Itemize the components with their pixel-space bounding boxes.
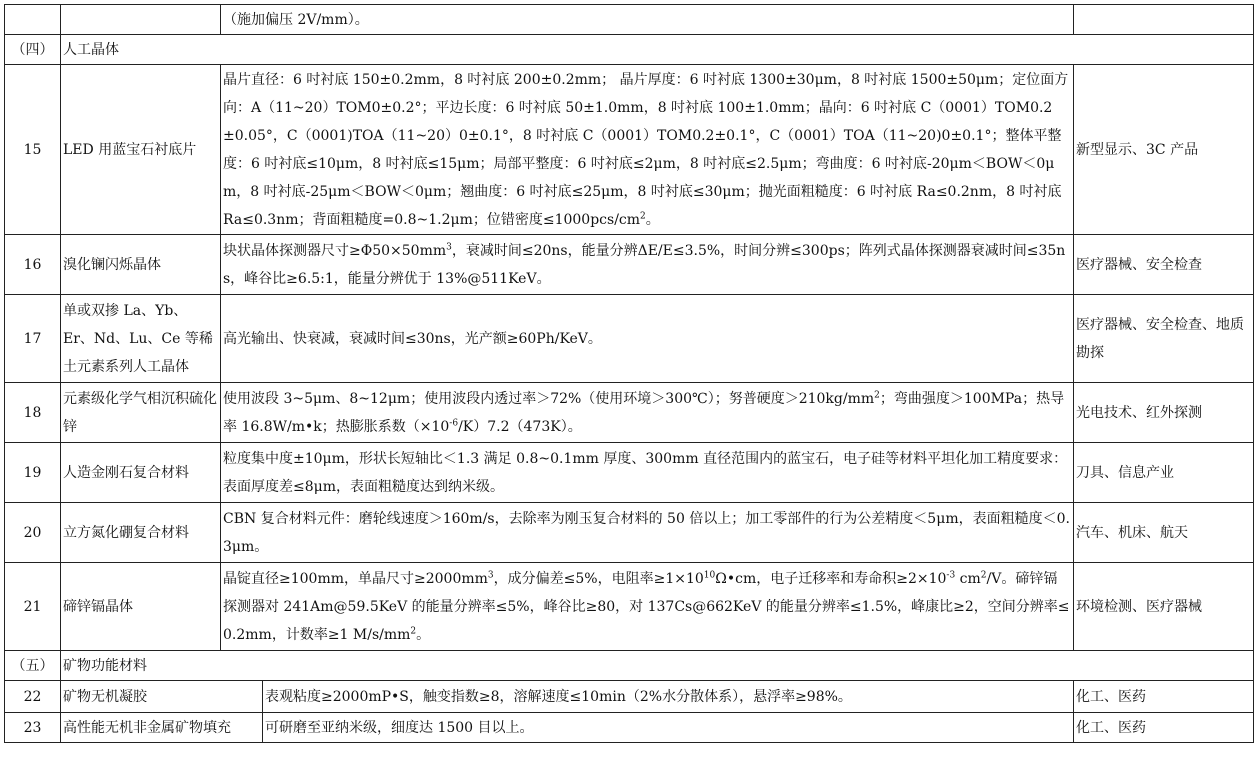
section-number: （五） (5, 651, 61, 681)
table-row (5, 235, 1254, 295)
row-number: 23 (5, 713, 61, 743)
row-spec: 高光输出、快衰减，衰减时间≤30ns，光产额≥60Ph/KeV。 (221, 295, 1074, 383)
row-application: 刀具、信息产业 (1074, 443, 1254, 503)
row-name: 元素级化学气相沉积硫化锌 (61, 383, 221, 443)
table-row (5, 503, 1254, 563)
row-spec: 晶片直径：6 吋衬底 150±0.2mm，8 吋衬底 200±0.2mm； 晶片厚度：6 吋衬底 1300±30μm，8 吋衬底 1500±50μm；定位面方向：A（11~20）TOM0±0.2°；平边长度：6 吋衬底 50±1.0mm，8 吋衬底 100±1.0mm；晶向：6 吋衬底 C（0001）TOM0.2±0.05°，C（0001)TOA（11~20）0±0.1°，8 吋衬底 C（0001）TOM0.2±0.1°，C（0001）TOA（11~20)0±0.1°；整体平整度：6 吋衬底≤10μm，8 吋衬底≤15μm；局部平整度：6 吋衬底≤2μm，8 吋衬底≤2.5μm；弯曲度：6 吋衬底-20μm＜BOW＜0μm，8 吋衬底-25μm＜BOW＜0μm；翘曲度：6 吋衬底≤25μm，8 吋衬底≤30μm；抛光面粗糙度：6 吋衬底 Ra≤0.2nm，8 吋衬底 Ra≤0.3nm；背面粗糙度=0.8~1.2μm；位错密度$\le 1000pcs/cm^2$。 (221, 65, 1074, 235)
row-number: 20 (5, 503, 61, 563)
row-name: 立方氮化硼复合材料 (61, 503, 221, 563)
table-row (5, 383, 1254, 443)
row-number: 19 (5, 443, 61, 503)
row-spec: 块状晶体探测器尺寸$\ge\Phi 50\times 50mm^3$，衰减时间≤20ns，能量分辨ΔE/E≤3.5%，时间分辨≤300ps；阵列式晶体探测器衰减时间≤35ns，峰谷比≥6.5:1，能量分辨优于 13%@511KeV。 (221, 235, 1074, 295)
row-spec: （施加偏压 2V/mm）。 (221, 5, 1074, 35)
row-number: 15 (5, 65, 61, 235)
section-title: 矿物功能材料 (61, 651, 1254, 681)
row-spec: 表观粘度≥2000mP•S，触变指数≥8，溶解速度≤10min（2%水分散体系），悬浮率≥98%。 (263, 681, 1074, 713)
table-row (5, 295, 1254, 383)
row-name: 高性能无机非金属矿物填充 (61, 713, 263, 743)
row-number: 18 (5, 383, 61, 443)
table-row (5, 681, 1254, 713)
row-name: LED 用蓝宝石衬底片 (61, 65, 221, 235)
row-number: 22 (5, 681, 61, 713)
row-application: 汽车、机床、航天 (1074, 503, 1254, 563)
row-spec: 可研磨至亚纳米级，细度达 1500 目以上。 (263, 713, 1074, 743)
row-spec: 使用波段 3~5μm、8~12μm；使用波段内透过率＞72%（使用环境＞300℃）；努普硬度$>210kg/mm^2$；弯曲强度＞100MPa；热导率 16.8W/m•k；热膨胀系数$(\times 10^{-6}/K)7.2(473K)$。 (221, 383, 1074, 443)
spec-table (4, 4, 1254, 743)
table-row (5, 713, 1254, 743)
row-application: 化工、医药 (1074, 713, 1254, 743)
section-title: 人工晶体 (61, 35, 1254, 65)
section-header (5, 35, 1254, 65)
row-application: 环境检测、医疗器械 (1074, 563, 1254, 651)
row-application (1074, 5, 1254, 35)
row-spec: 晶锭直径≥100mm，单晶尺寸$\ge 2000mm^3$，成分偏差≤5%，电阻率$\ge 1\times 10^{10}\Omega•cm$，电子迁移率和寿命积$\ge 2\times 10^{-3}$ $cm^2/V$。碲锌镉探测器对 241Am@59.5KeV 的能量分辨率≤5%，峰谷比≥80，对 137Cs@662KeV 的能量分辨率≤1.5%，峰康比≥2，空间分辨率≤0.2mm，计数率≥1 $M/s/mm^2$。 (221, 563, 1074, 651)
row-application: 光电技术、红外探测 (1074, 383, 1254, 443)
row-name (61, 5, 221, 35)
row-name: 单或双掺 La、Yb、Er、Nd、Lu、Ce 等稀土元素系列人工晶体 (61, 295, 221, 383)
row-number (5, 5, 61, 35)
table-row (5, 443, 1254, 503)
table-row (5, 65, 1254, 235)
table-row (5, 5, 1254, 35)
row-spec: CBN 复合材料元件：磨轮线速度＞160m/s，去除率为刚玉复合材料的 50 倍以上；加工零部件的行为公差精度＜5μm，表面粗糙度＜0.3μm。 (221, 503, 1074, 563)
row-spec: 粒度集中度±10μm，形状长短轴比＜1.3 满足 0.8~0.1mm 厚度、300mm 直径范围内的蓝宝石，电子硅等材料平坦化加工精度要求：表面厚度差≤8μm，表面粗糙度达到纳米级。 (221, 443, 1074, 503)
row-application: 医疗器械、安全检查 (1074, 235, 1254, 295)
row-application: 医疗器械、安全检查、地质勘探 (1074, 295, 1254, 383)
row-application: 化工、医药 (1074, 681, 1254, 713)
row-name: 矿物无机凝胶 (61, 681, 263, 713)
row-number: 17 (5, 295, 61, 383)
table-row (5, 563, 1254, 651)
row-number: 16 (5, 235, 61, 295)
section-number: （四） (5, 35, 61, 65)
section-header (5, 651, 1254, 681)
row-name: 碲锌镉晶体 (61, 563, 221, 651)
row-application: 新型显示、3C 产品 (1074, 65, 1254, 235)
row-name: 溴化镧闪烁晶体 (61, 235, 221, 295)
row-number: 21 (5, 563, 61, 651)
row-name: 人造金刚石复合材料 (61, 443, 221, 503)
